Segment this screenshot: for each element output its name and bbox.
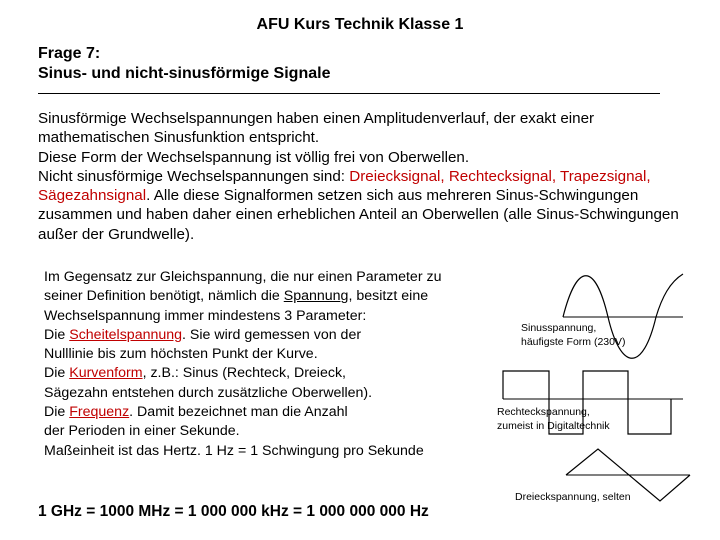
sine-caption-2: häufigste Form (230V) [521, 336, 626, 348]
term-spannung: Spannung [283, 288, 349, 305]
params-line-3: Wechselspannung immer mindestens 3 Parameter: [44, 307, 367, 324]
params-line-4: Die Scheitelspannung. Sie wird gemessen von der [44, 326, 362, 343]
question-number: Frage 7: [38, 45, 101, 62]
params-line-1: Im Gegensatz zur Gleichspannung, die nur einen Parameter zu [44, 269, 442, 285]
term-scheitelspannung: Scheitelspannung [69, 326, 183, 343]
sine-caption-1: Sinusspannung, [521, 322, 597, 334]
params-line-6: Die Kurvenform, z.B.: Sinus (Rechteck, Dreieck, [44, 365, 346, 382]
square-wave-figure [497, 371, 683, 434]
sine-wave-figure [521, 274, 683, 358]
params-line-10: Maßeinheit ist das Hertz. 1 Hz = 1 Schwingung pro Sekunde [44, 442, 424, 459]
term-frequenz: Frequenz [69, 404, 130, 421]
params-line-9: der Perioden in einer Sekunde. [44, 423, 240, 440]
question-title: Sinus- und nicht-sinusförmige Signale [38, 65, 331, 82]
square-caption-2: zumeist in Digitaltechnik [497, 420, 610, 432]
intro-sentence-2: Diese Form der Wechselspannung ist völlig frei von Oberwellen. [38, 148, 470, 166]
frequency-conversion: 1 GHz = 1000 MHz = 1 000 000 kHz = 1 000 000 000 Hz [38, 503, 429, 520]
intro-sentence-4: . Alle diese Signalformen setzen sich aus mehreren Sinus-Schwingungen zusammen und haben daher einen erheblichen Anteil an Oberwellen (alle Sinus-Schwingungen außer der Grundwelle). [38, 187, 679, 243]
signal-types-highlight: Dreiecksignal, Rechtecksignal, Trapezsignal, Sägezahnsignal [38, 167, 651, 205]
term-kurvenform: Kurvenform [69, 365, 143, 382]
square-caption-1: Rechteckspannung, [497, 406, 590, 418]
triangle-wave-figure [515, 449, 690, 503]
intro-sentence-1: Sinusförmige Wechselspannungen haben einen Amplitudenverlauf, der exakt einer mathematischen Sinusfunktion entspricht. [38, 110, 595, 147]
intro-sentence-3: Nicht sinusförmige Wechselspannungen sind: [38, 167, 350, 185]
triangle-caption: Dreieckspannung, selten [515, 491, 631, 503]
params-line-8: Die Frequenz. Damit bezeichnet man die Anzahl [44, 404, 348, 421]
page-title: AFU Kurs Technik Klasse 1 [256, 16, 464, 33]
params-line-5: Nulllinie bis zum höchsten Punkt der Kurve. [44, 346, 318, 363]
params-line-2: seiner Definition benötigt, nämlich die Spannung, besitzt eine [44, 288, 429, 305]
params-line-7: Sägezahn entstehen durch zusätzliche Oberwellen). [44, 384, 373, 401]
